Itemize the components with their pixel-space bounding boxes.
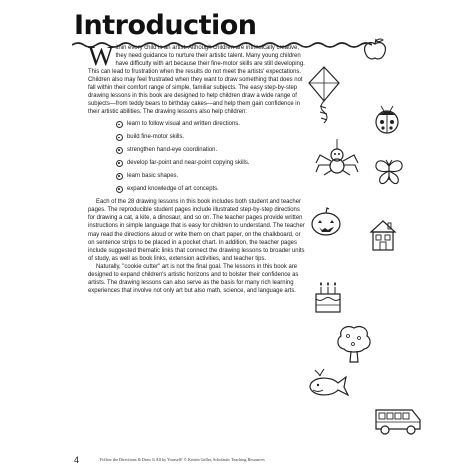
spider-icon bbox=[314, 139, 360, 177]
list-item: build fine-motor skills. bbox=[116, 133, 306, 142]
lessons-paragraph: Each of the 28 drawing lessons in this book includes both student and teacher pages. The reproducible student pages include illustrated step-by-step directions for drawing a cat, a kite, a dinosaur, and so on. The teacher pages provide written instructions in simple language that is easy for children to understand. The teacher may read the directions aloud or write them on chart paper, on the chalkboard, or on sentence strips to be placed in a pocket chart. In addition, the teacher pages include suggested thematic links that connect the drawing lessons to broader units of study, as well as book links, extension activities, and teacher tips. bbox=[88, 199, 305, 262]
bullet-icon bbox=[116, 147, 123, 154]
house-icon bbox=[368, 218, 398, 252]
intro-paragraph bbox=[88, 41, 306, 116]
intro-paragraph-text: ithin every child is an artist. Although children are intrinsically creative, they need guidance to nurture their artistic talent. Many young children have difficulty with art because their fine-motor skills are still developing. This can lead to frustration when the results do not meet the artists' expectations. Children also may feel frustrated when they want to draw something that does not fall within their comfort range of simple, familiar subjects. The easy step-by-step drawing lessons in this book are designed to help children draw a wide range of subjects—from teddy bears to birthday cakes—and help them gain confidence in their artistic abilities. The drawing lessons also help children: bbox=[88, 45, 305, 116]
apple-icon bbox=[362, 38, 388, 62]
page-title: Introduction bbox=[74, 10, 257, 41]
list-item: learn basic shapes. bbox=[116, 172, 306, 181]
ladybug-icon bbox=[372, 105, 402, 135]
goal-paragraph: Naturally, "cookie cutter" art is not the final goal. The lessons in this book are designed to expand children's artistic horizons and to bolster their confidence as artists. The drawing lessons can also serve as the basis for many rich learning experiences that involve not only art but also math, science, and language arts. bbox=[88, 263, 299, 294]
page-number: 4 bbox=[74, 455, 80, 465]
list-item: strengthen hand-eye coordination. bbox=[116, 146, 306, 155]
bullet-icon bbox=[116, 173, 123, 180]
list-item: learn to follow visual and written directions. bbox=[116, 120, 306, 129]
pumpkin-icon bbox=[310, 207, 342, 237]
body-text bbox=[88, 41, 306, 295]
bullet-icon bbox=[116, 160, 123, 167]
page-footer: Follow the Directions & Draw It All by Yourself! © Kristin Geller, Scholastic Teaching Resources bbox=[100, 457, 265, 462]
school-bus-icon bbox=[372, 404, 424, 436]
drop-cap: W bbox=[88, 41, 114, 71]
kite-icon bbox=[306, 65, 342, 127]
list-item: expand knowledge of art concepts. bbox=[116, 185, 306, 194]
list-item: develop far-point and near-point copying skills. bbox=[116, 159, 306, 168]
butterfly-icon bbox=[373, 158, 405, 188]
tree-icon bbox=[335, 324, 373, 364]
skills-list bbox=[116, 120, 306, 194]
bullet-icon bbox=[116, 186, 123, 193]
bullet-icon bbox=[116, 134, 123, 141]
bullet-icon bbox=[116, 121, 123, 128]
birthday-cake-icon bbox=[312, 280, 344, 314]
whale-icon bbox=[306, 367, 350, 401]
